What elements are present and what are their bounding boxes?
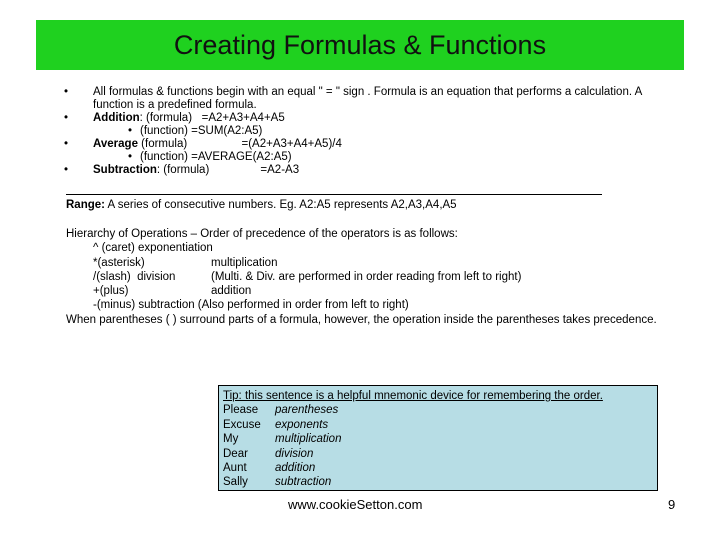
- divider-line: [66, 194, 602, 195]
- bullet-average: • Average (formula) =(A2+A3+A4+A5)/4: [60, 138, 680, 151]
- hierarchy-row: /(slash) division (Multi. & Div. are performed in order reading from left to right): [93, 270, 522, 283]
- range-label: Range:: [66, 199, 105, 211]
- hierarchy-intro: Hierarchy of Operations – Order of precedence of the operators is as follows:: [66, 228, 458, 240]
- bullet-addition-function: • (function) =SUM(A2:A5): [60, 125, 680, 138]
- hierarchy-row: *(asterisk) multiplication: [93, 256, 278, 269]
- range-definition: Range: A series of consecutive numbers. Eg. A2:A5 represents A2,A3,A4,A5: [66, 199, 457, 211]
- hierarchy-row: ^ (caret) exponentiation: [93, 242, 213, 255]
- mnemonic-row: Sally subtraction: [223, 476, 332, 489]
- hierarchy-section: [66, 227, 696, 327]
- addition-label: Addition: [93, 112, 140, 124]
- mnemonic-row: Excuse exponents: [223, 418, 329, 431]
- hierarchy-row: +(plus) addition: [93, 285, 252, 298]
- title-bar: [36, 20, 684, 70]
- slide-title: Creating Formulas & Functions: [173, 29, 547, 60]
- mnemonic-tip-box: [218, 385, 658, 491]
- average-label: Average: [93, 138, 138, 150]
- tip-heading: Tip: this sentence is a helpful mnemonic device for remembering the order.: [223, 390, 603, 402]
- bullet-average-function: • (function) =AVERAGE(A2:A5): [60, 151, 680, 164]
- mnemonic-row: Dear division: [223, 447, 314, 460]
- mnemonic-row: Please parentheses: [223, 404, 339, 417]
- footer-url: www.cookieSetton.com: [288, 497, 423, 512]
- formula-bullet-list: [60, 86, 680, 177]
- bullet-intro: • All formulas & functions begin with an equal " = " sign . Formula is an equation that performs a calculation. A function is a predefined formula.: [60, 86, 680, 112]
- bullet-addition: • Addition: (formula) =A2+A3+A4+A5: [60, 112, 680, 125]
- subtraction-label: Subtraction: [93, 164, 157, 176]
- mnemonic-row: Aunt addition: [223, 462, 316, 475]
- bullet-subtraction: • Subtraction: (formula) =A2-A3: [60, 164, 680, 177]
- page-number: 9: [668, 497, 676, 512]
- hierarchy-outro: When parentheses ( ) surround parts of a formula, however, the operation inside the parentheses takes precedence.: [66, 313, 657, 326]
- mnemonic-row: My multiplication: [223, 433, 342, 446]
- hierarchy-row: -(minus) subtraction (Also performed in order from left to right): [93, 299, 409, 312]
